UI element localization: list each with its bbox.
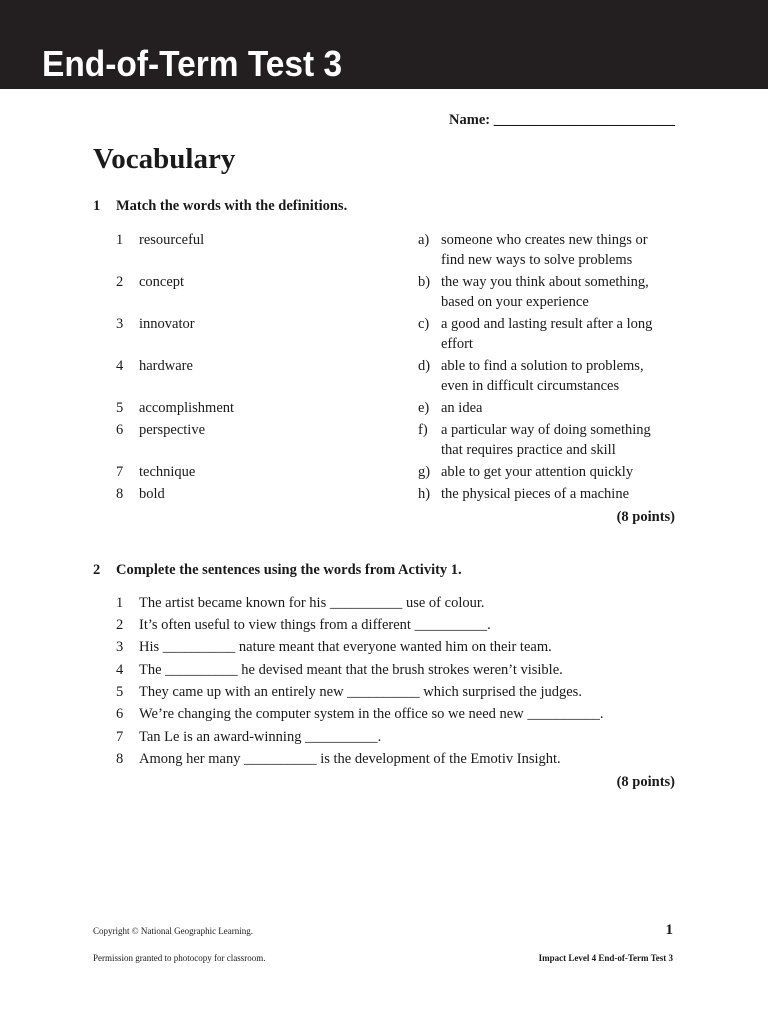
definition-text: the physical pieces of a machine [441,486,630,502]
word-number: 6 [116,422,124,438]
sentence-item [116,615,491,636]
activity-number: 1 [93,198,101,214]
word-number: 3 [116,316,124,332]
definition-letter: f) [418,422,428,438]
word-number: 2 [116,274,124,290]
word-item: hardware [139,358,193,374]
sentence-number: 7 [116,729,124,745]
sentence-item [116,727,381,748]
definition-letter: g) [418,464,431,480]
sentence-text: His __________ nature meant that everyone wanted him on their team. [139,639,552,655]
sentence-text: It’s often useful to view things from a different __________. [139,617,491,633]
definition-text-cont: find new ways to solve problems [441,252,633,268]
activity-instruction: Complete the sentences using the words from Activity 1. [116,562,462,578]
word-item: accomplishment [139,400,235,416]
sentence-text: Tan Le is an award-winning __________. [139,729,382,745]
word-item: resourceful [139,232,205,248]
definition-text: an idea [441,400,483,416]
section-title: Vocabulary [93,143,236,175]
course-title: Impact Level 4 End-of-Term Test 3 [538,953,673,963]
name-field: Name: _________________________ [449,112,675,128]
word-item: innovator [139,316,195,332]
definition-text: the way you think about something, [441,274,649,290]
definition-text-cont: effort [441,336,473,352]
definition-text: able to find a solution to problems, [441,358,644,374]
word-item: concept [139,274,185,290]
definition-text: a particular way of doing something [441,422,651,438]
activity-1-points: (8 points) [616,509,675,525]
definition-letter: a) [418,232,430,248]
sentence-text: They came up with an entirely new __________ which surprised the judges. [139,684,582,700]
activity-2-heading [93,562,462,579]
definition-letter: e) [418,400,430,416]
page-number: 1 [665,922,673,938]
word-number: 1 [116,232,124,248]
word-number: 5 [116,400,124,416]
sentence-text: The __________ he devised meant that the brush strokes weren’t visible. [139,662,563,678]
activity-instruction: Match the words with the definitions. [116,198,348,214]
word-item: technique [139,464,196,480]
word-number: 4 [116,358,124,374]
definition-text-cont: that requires practice and skill [441,442,616,458]
word-number: 7 [116,464,124,480]
test-title: End-of-Term Test 3 [42,43,343,84]
definition-letter: h) [418,486,431,502]
copyright-text: Copyright © National Geographic Learning. [93,926,254,936]
sentence-number: 8 [116,751,124,767]
sentence-text: Among her many __________ is the development of the Emotiv Insight. [139,751,561,767]
sentence-number: 5 [116,684,124,700]
permission-text: Permission granted to photocopy for classroom. [93,953,266,963]
sentence-item [116,593,485,614]
word-number: 8 [116,486,124,502]
sentence-number: 6 [116,706,124,722]
activity-number: 2 [93,562,101,578]
sentence-number: 2 [116,617,124,633]
sentence-item [116,682,582,703]
sentence-number: 4 [116,662,124,678]
sentence-item [116,704,603,725]
word-item: bold [139,486,165,502]
sentence-text: The artist became known for his __________ use of colour. [139,595,485,611]
definition-text-cont: based on your experience [441,294,589,310]
activity-1-heading [93,198,347,215]
definition-text: able to get your attention quickly [441,464,634,480]
sentence-item [116,749,561,770]
sentence-number: 1 [116,595,124,611]
word-item: perspective [139,422,206,438]
sentence-text: We’re changing the computer system in the office so we need new __________. [139,706,604,722]
sentence-item [116,637,552,658]
definition-letter: b) [418,274,431,290]
definition-text: a good and lasting result after a long [441,316,653,332]
sentence-number: 3 [116,639,124,655]
activity-2-points: (8 points) [616,774,675,790]
definition-text: someone who creates new things or [441,232,648,248]
sentence-item [116,660,563,681]
definition-letter: d) [418,358,431,374]
definition-text-cont: even in difficult circumstances [441,378,620,394]
header-banner [0,0,768,89]
definition-letter: c) [418,316,430,332]
